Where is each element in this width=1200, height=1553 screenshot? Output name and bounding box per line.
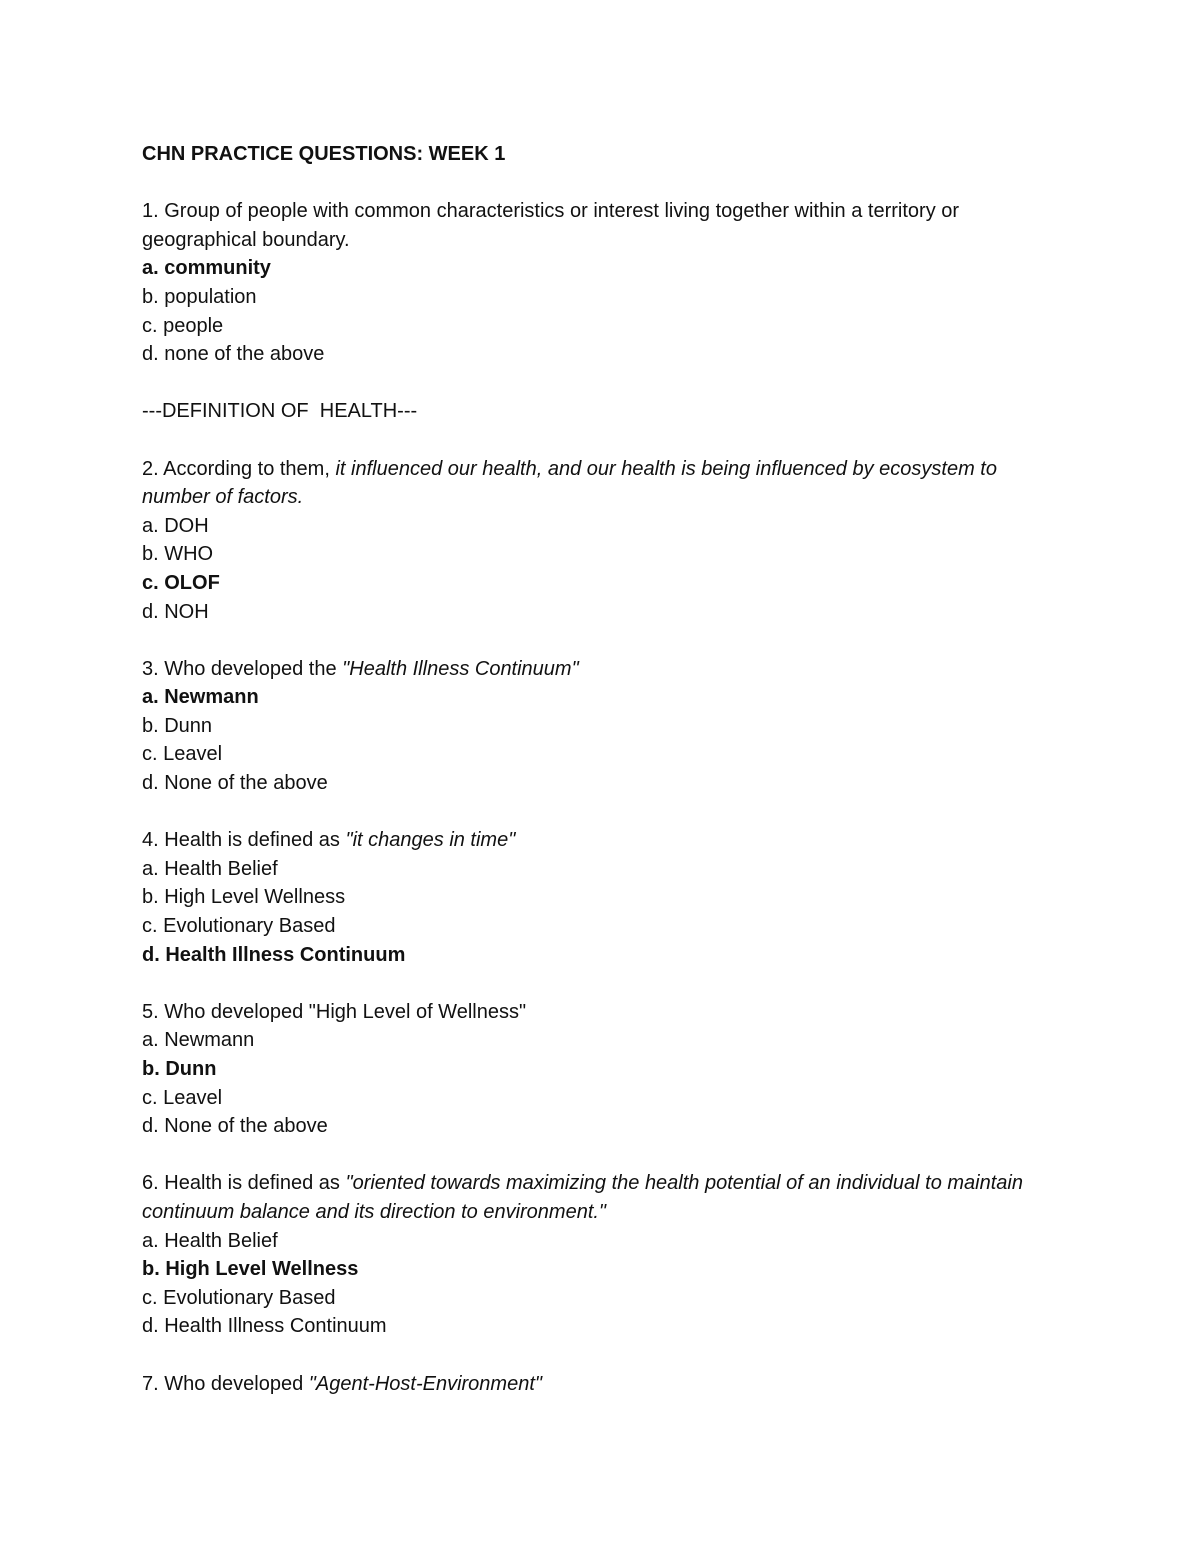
option-a: a. Newmann bbox=[142, 686, 259, 709]
question-number: 5. bbox=[142, 1000, 159, 1023]
option-c: c. Evolutionary Based bbox=[142, 1286, 336, 1309]
question-number: 6. bbox=[142, 1172, 159, 1195]
option-c: c. Leavel bbox=[142, 743, 223, 766]
question-1 bbox=[142, 197, 1057, 369]
question-4 bbox=[142, 826, 1057, 969]
question-quote: "Health Illness Continuum" bbox=[342, 657, 579, 680]
question-prompt: Health is defined as bbox=[164, 1172, 340, 1195]
question-number: 2. bbox=[142, 457, 159, 480]
question-3 bbox=[142, 655, 1057, 798]
section-heading: ---DEFINITION OF HEALTH--- bbox=[142, 400, 418, 423]
option-c: c. OLOF bbox=[142, 571, 220, 594]
question-5 bbox=[142, 998, 1057, 1141]
option-c: c. people bbox=[142, 314, 224, 337]
option-a: a. Health Belief bbox=[142, 857, 278, 880]
question-number: 3. bbox=[142, 657, 159, 680]
option-c: c. Leavel bbox=[142, 1086, 223, 1109]
question-number: 7. bbox=[142, 1372, 159, 1395]
question-prompt: Group of people with common characteristics or interest living together within a territory or geographical boundary. bbox=[142, 200, 965, 251]
question-prompt: According to them, bbox=[163, 457, 330, 480]
question-prompt: Who developed "High Level of Wellness" bbox=[164, 1000, 527, 1023]
question-number: 4. bbox=[142, 829, 159, 852]
question-prompt: Who developed bbox=[164, 1372, 304, 1395]
question-number: 1. bbox=[142, 200, 159, 223]
document-content bbox=[142, 140, 1057, 1398]
option-b: b. High Level Wellness bbox=[142, 1258, 359, 1281]
question-prompt: Health is defined as bbox=[164, 829, 340, 852]
question-text bbox=[142, 655, 1057, 684]
option-a: a. Newmann bbox=[142, 1029, 255, 1052]
question-quote: "Agent-Host-Environment" bbox=[308, 1372, 542, 1395]
option-d: d. None of the above bbox=[142, 772, 328, 795]
option-c: c. Evolutionary Based bbox=[142, 915, 336, 938]
question-quote: "it changes in time" bbox=[345, 829, 516, 852]
option-d: d. None of the above bbox=[142, 1115, 328, 1138]
option-d: d. Health Illness Continuum bbox=[142, 943, 406, 966]
option-d: d. NOH bbox=[142, 600, 209, 623]
option-d: d. none of the above bbox=[142, 343, 325, 366]
option-a: a. community bbox=[142, 257, 271, 280]
option-b: b. Dunn bbox=[142, 1058, 217, 1080]
section-heading-block bbox=[142, 397, 1057, 426]
question-2 bbox=[142, 455, 1057, 627]
question-text bbox=[142, 197, 1057, 254]
document-title: CHN PRACTICE QUESTIONS: WEEK 1 bbox=[142, 143, 506, 165]
option-b: b. population bbox=[142, 285, 257, 308]
question-text bbox=[142, 998, 1057, 1027]
option-b: b. High Level Wellness bbox=[142, 886, 346, 909]
question-prompt: Who developed the bbox=[164, 657, 337, 680]
option-a: a. Health Belief bbox=[142, 1229, 278, 1252]
option-b: b. WHO bbox=[142, 543, 214, 566]
option-a: a. DOH bbox=[142, 514, 209, 537]
option-d: d. Health Illness Continuum bbox=[142, 1315, 387, 1338]
question-7 bbox=[142, 1370, 1057, 1399]
question-text bbox=[142, 1169, 1057, 1226]
question-text bbox=[142, 1370, 1057, 1399]
question-6 bbox=[142, 1169, 1057, 1341]
question-quote: it influenced our health, and our health is being influenced by ecosystem to number of factors. bbox=[142, 457, 1003, 509]
option-b: b. Dunn bbox=[142, 714, 213, 737]
question-text bbox=[142, 826, 1057, 855]
question-quote: "oriented towards maximizing the health potential of an individual to maintain continuum balance and its direction to environment." bbox=[142, 1172, 1029, 1223]
question-text bbox=[142, 455, 1057, 512]
